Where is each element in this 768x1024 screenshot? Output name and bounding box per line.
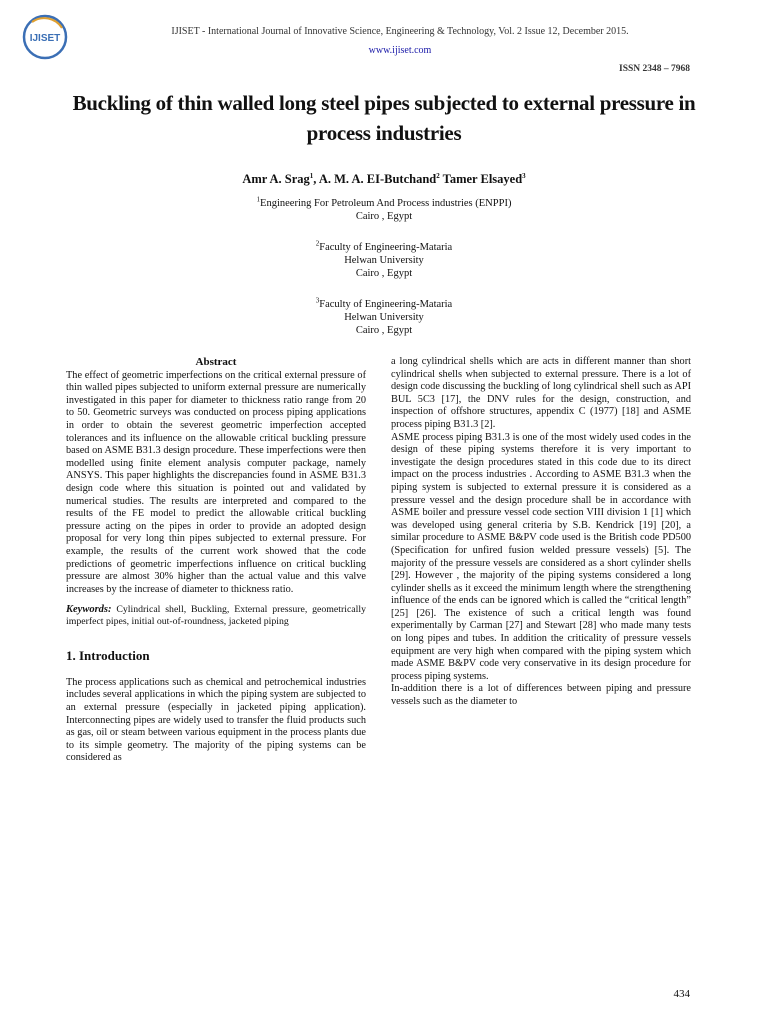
abstract-heading: Abstract [195, 356, 237, 368]
affiliation-1: $^1$Engineering For Petroleum And Process industries (ENPPI) Cairo , Egypt [256, 195, 512, 222]
left-column [66, 356, 366, 765]
body-paragraph-2: ASME process piping B31.3 is one of the most widely used codes in the design of these piping systems therefore it is very important to investigate the design procedures stated in this code due to its direct impact on the process industries . According to ASME B31.3 when the piping system is subjected to external pressure it is considered as a pressure vessel and the design procedure shall be in accordance with ASME boiler and pressure vessel code section VIII division 1 [1] which was developed using general criteria by S.B. Kendrick [19] [20], a similar procedure to ASME B&PV code used is the British code PD500 (Specification for unfired fusion welded pressure vessels) [5]. The majority of the pressure vessels are considered as a short cylinder shells [29]. However , the majority of the piping systems considered a long cylinder shells as it exceed the minimum length where the strengthening influence of the ends can be ignored which is called the “critical length” [25] [26]. The existence of such a critical length was found experimentally by Carman [27] and Stewart [28] who made many tests on long pipes and tubes. In addition the criticality of pressure vessels equipment are very high when compared with the piping system which made ASME B&PV code very conservative in its design procedure for process piping systems. [391, 431, 691, 682]
introduction-heading: 1. Introduction [66, 648, 150, 664]
journal-header: IJISET - International Journal of Innovative Science, Engineering & Technology, Vol. 2 Issue 12, December 2015. [171, 26, 629, 37]
paper-title: Buckling of thin walled long steel pipes subjected to external pressure in process industries [72, 91, 696, 145]
author-3: Tamer Elsayed [439, 172, 523, 186]
affiliation-2: $^2$Faculty of Engineering-Mataria Helwan University Cairo , Egypt [315, 239, 453, 279]
author-list: Amr A. Srag$^1$, A. M. A. EI-Butchand$^2$ Tamer Elsayed$^3$ [242, 171, 526, 186]
author-1: Amr A. Srag [242, 172, 310, 186]
keywords: Keywords: Cylindrical shell, Buckling, External pressure, geometrically imperfect pipes, initial out-of-roundness, jacketed piping [66, 604, 366, 628]
introduction-paragraph: The process applications such as chemical and petrochemical industries includes several applications in which the piping system are subjected to an external pressure (especially in jacketed piping application). Interconnecting pipes are widely used to transfer the fluid products such as gas, oil or steam between various equipment in the process plants due to its simple geometry. The majority of the piping systems can be considered as [66, 676, 366, 764]
author-2: , A. M. A. EI-Butchand [313, 172, 437, 186]
abstract-text: The effect of geometric imperfections on the critical external pressure of thin walled pipes subjected to uniform external pressure are numerically investigated in this paper for diameter to thickness ratio range from 20 to 50. Geometric surveys was conducted on process piping applications in order to obtain the severest geometric imperfection accepted tolerances and its influence on the allowable critical buckling pressure based on ASME B31.3 design procedure. These imperfections were then modelled using finite element analysis computer package, namely ANSYS. This paper highlights the discrepancies found in ASME B31.3 design code where this situation is pointed out and validated by numerical studies. The results are interpreted and compared to the results of the FE model to predict the allowable critical buckling pressure acting on the pipes in order to provide an adopted design proposal for very long thin pipes subjected to external pressure. For example, the results of the current work showed that the code predictions of geometric imperfections influence on critical buckling pressure are almost 30% higher than the actual value and this valve increases by the increase of diameter to thickness ratio. [66, 369, 366, 595]
right-column [391, 356, 691, 709]
body-paragraph-3: In-addition there is a lot of differences between piping and pressure vessels such as the diameter to [391, 683, 691, 708]
affiliation-3: $^3$Faculty of Engineering-Mataria Helwan University Cairo , Egypt [315, 296, 453, 336]
ijiset-logo [22, 14, 68, 60]
issn-number: ISSN 2348 – 7968 [619, 64, 690, 74]
body-paragraph-1: a long cylindrical shells which are acts in different manner than short cylindrical shells when subjected to external pressure. There is a lot of design code discussing the buckling of long cylindrical shell such as API BUL 5C3 [17], the DNV rules for the design, construction, and inspection of offshore structures, appendix C (1977) [18] and ASME process piping B31.3 [2]. [391, 356, 691, 430]
svg-text:IJISET: IJISET [29, 33, 61, 44]
page-number: 434 [673, 988, 690, 1000]
journal-website-link[interactable]: www.ijiset.com [368, 45, 432, 56]
